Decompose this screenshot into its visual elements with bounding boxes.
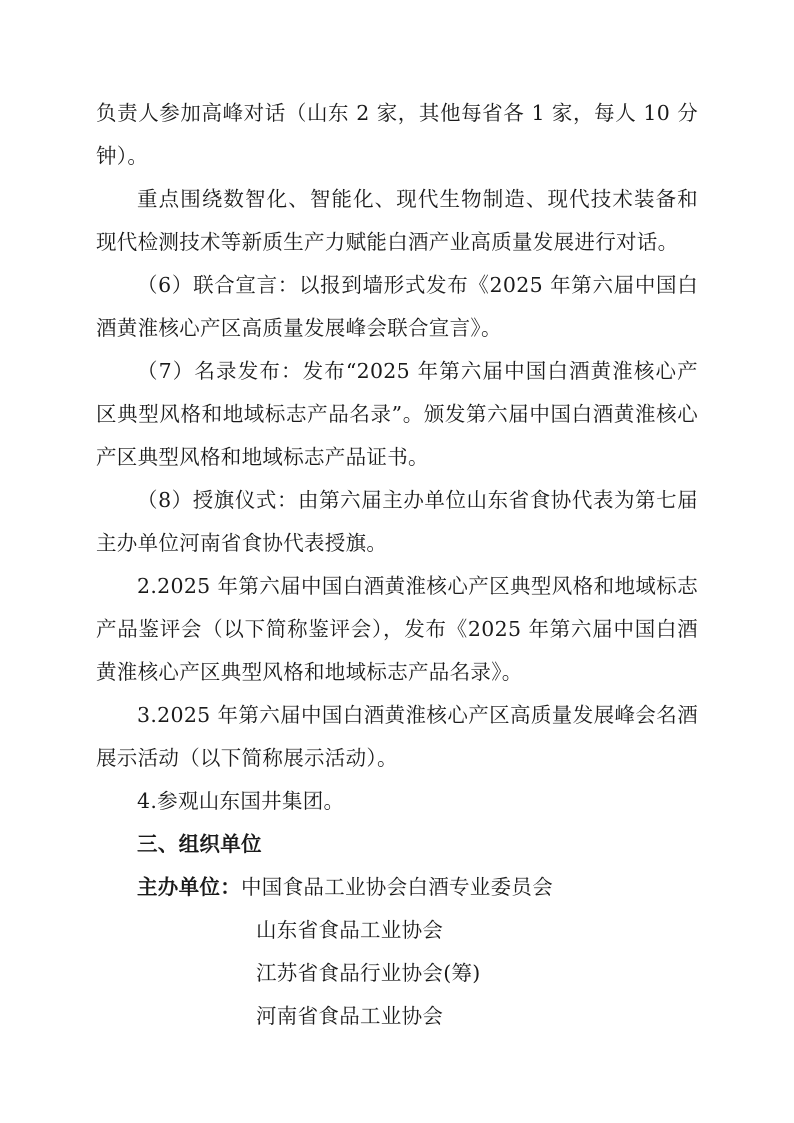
paragraph-item-4: 4.参观山东国井集团。 (137, 789, 345, 813)
organizer-primary-line (96, 866, 698, 909)
paragraph-item-2: 2.2025 年第六届中国白酒黄淮核心产区典型风格和地域标志产品鉴评会（以下简称鉴评会），发布《2025 年第六届中国白酒黄淮核心产区典型风格和地域标志产品名录》。 (96, 574, 698, 684)
paragraph-item-6: （6）联合宣言：以报到墙形式发布《2025 年第六届中国白酒黄淮核心产区高质量发展峰会联合宣言》。 (96, 273, 698, 340)
paragraph-item-3: 3.2025 年第六届中国白酒黄淮核心产区高质量发展峰会名酒展示活动（以下简称展示活动）。 (96, 703, 698, 770)
paragraph-item-8: （8）授旗仪式：由第六届主办单位山东省食协代表为第七届主办单位河南省食协代表授旗。 (96, 488, 698, 555)
organizer-co-henan: 河南省食品工业协会 (256, 1004, 444, 1028)
paragraph-dialogue-focus: 重点围绕数智化、智能化、现代生物制造、现代技术装备和现代检测技术等新质生产力赋能白酒产业高质量发展进行对话。 (96, 187, 698, 254)
organizer-co-shandong: 山东省食品工业协会 (256, 918, 444, 942)
organizer-co-jiangsu: 江苏省食品行业协会(筹) (256, 961, 481, 985)
document-body (96, 92, 698, 1038)
organizer-label: 主办单位： (137, 875, 241, 899)
paragraph-summit-dialogue: 负责人参加高峰对话（山东 2 家，其他每省各 1 家，每人 10 分钟）。 (96, 101, 698, 168)
paragraph-item-7: （7）名录发布：发布“2025 年第六届中国白酒黄淮核心产区典型风格和地域标志产品名录”。颁发第六届中国白酒黄淮核心产区典型风格和地域标志产品证书。 (96, 359, 698, 469)
organizer-primary-name: 中国食品工业协会白酒专业委员会 (241, 875, 553, 899)
section-heading-organization: 三、组织单位 (137, 832, 262, 856)
